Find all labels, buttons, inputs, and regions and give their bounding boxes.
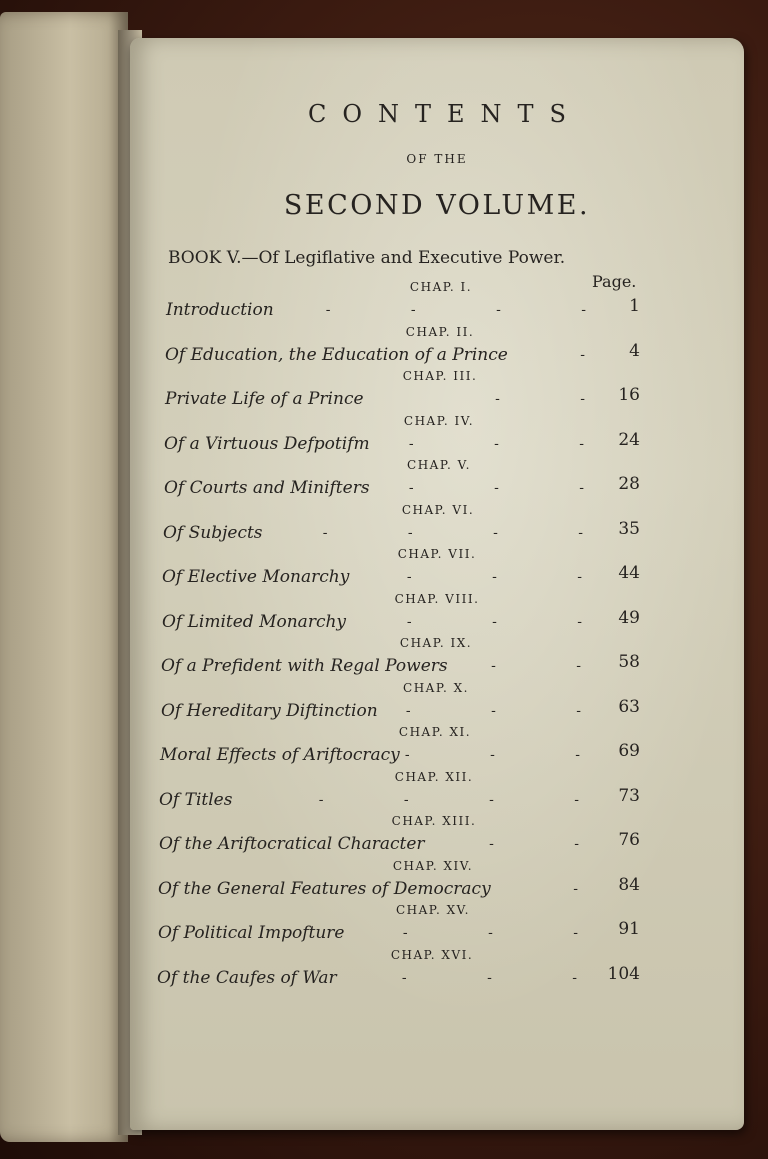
chapter-number: CHAP. II. <box>405 324 475 339</box>
chapter-title: Of Titles <box>159 789 233 810</box>
leader-dashes: - - - <box>402 925 616 941</box>
chapter-number: CHAP. XV. <box>395 903 470 917</box>
contents-title: CONTENTS <box>307 100 582 128</box>
page-number: 58 <box>618 652 640 672</box>
chapter-number: CHAP. V. <box>407 458 471 472</box>
chapter-number: CHAP. XIII. <box>391 814 477 828</box>
chapter-title: Of the General Features of Democracy <box>158 878 491 899</box>
chapter-title: Of Courts and Minifters <box>164 478 370 498</box>
contents-page <box>130 38 744 1130</box>
chapter-number: CHAP. XVI. <box>390 947 474 962</box>
leader-dashes: - - <box>495 391 623 407</box>
chapter-title: Of a Virtuous Defpotifm <box>164 433 370 454</box>
leader-dashes: - - - - <box>318 791 617 808</box>
chapter-number: CHAP. I. <box>409 280 473 294</box>
chapter-number: CHAP. XII. <box>394 769 474 784</box>
page-column-label: Page. <box>592 272 637 291</box>
leader-dashes: - - <box>489 836 617 852</box>
of-the-label: OF THE <box>406 152 468 166</box>
chapter-title: Of a Prefident with Regal Powers <box>161 656 448 676</box>
leader-dashes: - - - - <box>325 302 624 318</box>
page-number: 84 <box>618 874 640 895</box>
chapter-title: Of Elective Monarchy <box>162 567 350 587</box>
leader-dashes: - - - <box>406 613 620 630</box>
chapter-title: Of Education, the Education of a Prince <box>165 344 508 365</box>
chapter-title: Private Life of a Prince <box>165 389 364 409</box>
page-number: 91 <box>618 919 640 939</box>
page-number: 49 <box>618 607 640 628</box>
page-number: 35 <box>618 518 640 539</box>
chapter-title: Of the Ariftocratical Character <box>159 834 425 854</box>
chapter-number: CHAP. III. <box>402 369 478 383</box>
chapter-number: CHAP. X. <box>403 680 469 695</box>
leader-dashes: - - - <box>408 435 622 452</box>
leader-dashes: - - - <box>401 969 615 986</box>
chapter-title: Moral Effects of Ariftocracy <box>160 745 400 765</box>
chapter-number: CHAP. XIV. <box>392 858 474 873</box>
book-heading: BOOK V.—Of Legiflative and Executive Power. <box>168 248 566 268</box>
page-number: 69 <box>618 741 640 761</box>
page-number: 44 <box>618 563 640 583</box>
volume-title: SECOND VOLUME. <box>283 190 591 221</box>
chapter-number: CHAP. IX. <box>399 636 473 650</box>
chapter-number: CHAP. VI. <box>401 502 475 517</box>
chapter-title: Introduction <box>166 300 274 320</box>
chapter-number: CHAP. XI. <box>398 725 472 739</box>
page-number: 73 <box>618 785 640 806</box>
left-page-edge <box>0 12 128 1142</box>
chapter-title: Of Subjects <box>163 522 263 543</box>
chapter-title: Of Political Impofture <box>158 923 345 943</box>
page-number: 76 <box>618 830 640 850</box>
leader-dashes: - <box>580 346 623 363</box>
leader-dashes: - - - <box>404 747 618 763</box>
page-number: 24 <box>618 429 640 450</box>
page-number: 4 <box>629 340 640 361</box>
chapter-title: Of the Caufes of War <box>157 967 337 988</box>
page-number: 63 <box>618 696 640 717</box>
page-number: 104 <box>607 963 640 984</box>
leader-dashes: - - - - <box>322 524 621 541</box>
leader-dashes: - - - <box>405 702 619 719</box>
chapter-number: CHAP. VIII. <box>394 591 480 606</box>
page-number: 1 <box>629 296 640 316</box>
page-number: 16 <box>618 385 640 405</box>
chapter-title: Of Limited Monarchy <box>162 611 347 632</box>
leader-dashes: - - <box>491 658 619 674</box>
page-number: 28 <box>618 474 640 494</box>
leader-dashes: - - - <box>406 569 620 585</box>
leader-dashes: - - - <box>408 480 622 496</box>
chapter-number: CHAP. VII. <box>397 547 477 561</box>
chapter-title: Of Hereditary Diftinction <box>161 700 378 721</box>
chapter-number: CHAP. IV. <box>403 413 475 428</box>
leader-dashes: - <box>573 880 616 897</box>
